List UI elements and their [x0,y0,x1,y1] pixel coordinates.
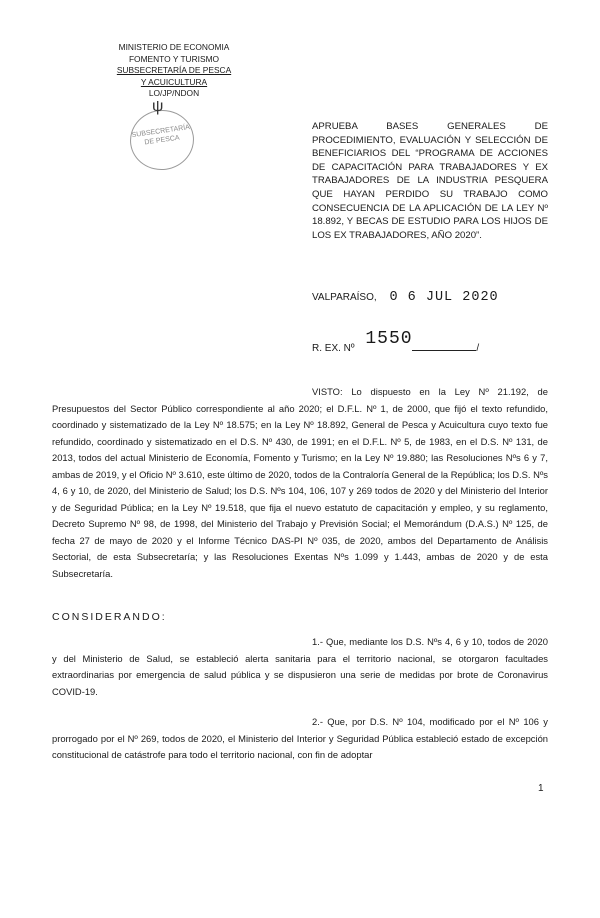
date-city: VALPARAÍSO, [312,292,377,303]
visto-paragraph: VISTO: Lo dispuesto en la Ley Nº 21.192, de Presupuestos del Sector Público correspondiente al año 2020; el D.F.L. Nº 1, de 2000, que fijó el texto refundido, coordinado y sistematizado de la Ley Nº 18.575; en la Ley Nº 18.892, General de Pesca y Acuicultura cuyo texto fue refundido, coordinado y sistematizado en el D.S. Nº 430, de 1991; en el D.F.L. Nº 5, de 1983, en el D.S. Nº 131, de 2013, todos del actual Ministerio de Economía, Fomento y Turismo; en la Ley Nº 19.880; las Resoluciones Nºs 6 y 7, ambas de 2019, y el Oficio Nº 3.610, este último de 2020, todos de la Contraloría General de la República; los D.S. Nºs 4, 6 y 10, de 2020, del Ministerio de Salud; los D.S. Nºs 104, 106, 107 y 269 todos de 2020 y del Ministerio del Interior y de Seguridad Pública; en la Ley Nº 19.518, que fija el nuevo estatuto de capacitación y empleo, y su reglamento, Decreto Supremo Nº 98, de 1998, del Ministerio del Trabajo y Previsión Social; el Memorándum (D.A.S.) Nº 125, de fecha 27 de mayo de 2020 y el Informe Técnico DAS-PI Nº 035, de 2020, ambos del Departamento de Análisis Sectorial, de esta Subsecretaría; y las Resoluciones Exentas Nºs 1.099 y 1.443, ambas de 2020 y de esta Subsecretaría. [52,386,548,579]
document-title: APRUEBA BASES GENERALES DE PROCEDIMIENTO, EVALUACIÓN Y SELECCIÓN DE BENEFICIARIOS DEL “PROGRAMA DE ACCIONES DE CAPACITACIÓN PARA TRABAJADORES Y EX TRABAJADORES DE LA INDUSTRIA PESQUERA QUE HAYAN PERDIDO SU TRABAJO COMO CONSECUENCIA DE LA APLICACIÓN DE LA LEY Nº 18.892, Y BECAS DE ESTUDIO PARA LOS HIJOS DE LOS EX TRABAJADORES, AÑO 2020”. [312,121,548,241]
considerando-item-2: 2.- Que, por D.S. Nº 104, modificado por el Nº 106 y prorrogado por el Nº 269, todos de 2020, el Ministerio del Interior y Seguridad Pública estableció estado de excepción constitucional de catástrofe para todo el territorio nacional, con fin de adoptar [52,716,548,760]
resolution-number-line: R. EX. Nº 1550 / [312,329,480,354]
header-subsecretaria: SUBSECRETARÍA DE PESCA [116,65,232,75]
header-ministry-sub: FOMENTO Y TURISMO [128,53,220,64]
page-number: 1 [538,783,544,794]
header-initials: LO/JP/NDON [148,88,200,98]
considerando-item-1: 1.- Que, mediante los D.S. Nºs 4, 6 y 10, todos de 2020 y del Ministerio de Salud, se estableció alerta sanitaria para el territorio nacional, se otorgaron facultades extraordinarias por emergencia de salud pública y se dispusieron una serie de medidas por brote de Coronavirus COVID-19. [52,636,548,697]
resolution-underline [412,350,476,351]
date-line [312,290,499,305]
resolution-number: 1550 [365,329,413,349]
signature-mark: ψ [152,98,164,115]
date-stamp: 0 6 JUL 2020 [389,290,499,305]
stamp-text: SUBSECRETARÍA DE PESCA [131,124,191,147]
header-subsecretaria-sub: Y ACUICULTURA [140,76,208,87]
official-stamp [126,106,198,174]
ministry-header [104,42,244,100]
header-ministry: MINISTERIO DE ECONOMIA [118,42,230,52]
resolution-label: R. EX. Nº [312,343,355,354]
considerando-heading: CONSIDERANDO: [52,611,167,623]
